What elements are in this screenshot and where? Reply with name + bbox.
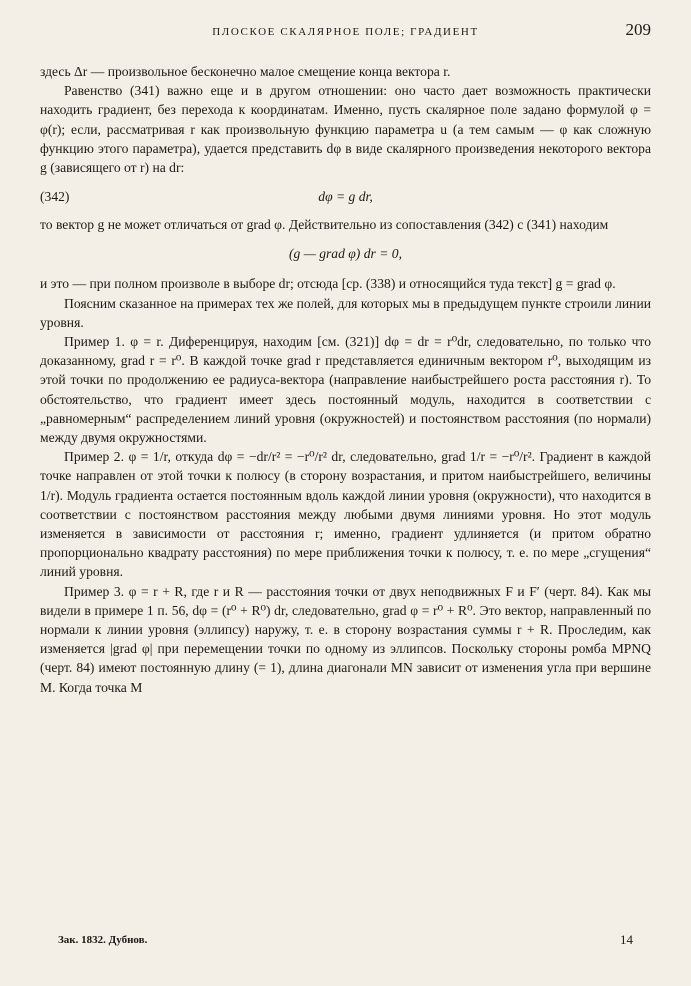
page-footer xyxy=(58,932,633,952)
page-header xyxy=(40,20,651,42)
paragraph-2: Равенство (341) важно еще и в другом отношении: оно часто дает возможность практически находить градиент, без перехода к координатам. Именно, пусть скалярное поле задано формулой φ = φ(r); если, рассматривая r как произвольную функцию параметра u (а тем самым — φ как сложную функцию этого параметра), удается представить dφ в виде скалярного произведения некоторого вектора g (зависящего от r) на dr: xyxy=(40,83,651,176)
paragraph-5: Поясним сказанное на примерах тех же полей, для которых мы в предыдущем пункте строили линии уровня. xyxy=(40,295,651,330)
page-body xyxy=(40,62,651,697)
paragraph-example-2: Пример 2. φ = 1/r, откуда dφ = −dr/r² = −r⁰/r² dr, следовательно, grad 1/r = −r⁰/r². Градиент в каждой точке направлен от этой точки к полюсу (в сторону возрастания, и притом наибыстрейшего, величины 1/r). Модуль градиента остается постоянным вдоль каждой линии уровня (окружности), что находится в соответствии с постоянством расстояния между любыми двумя линиями уровня. Но этот модуль изменяется в зависимости от расстояния r; именно, градиент удлиняется (и притом обратно пропорционально квадрату расстояния) по мере приближения точки к полюсу, т. е. по мере „сгущения“ линий уровня. xyxy=(40,449,651,580)
paragraph-example-3: Пример 3. φ = r + R, где r и R — расстояния точки от двух неподвижных F и F′ (черт. 84). Как мы видели в примере 1 п. 56, dφ = (r⁰ + R⁰) dr, следовательно, grad φ = r⁰ + R⁰. Это вектор, направленный по нормали к линии уровня (эллипсу) наружу, т. е. в сторону возрастания суммы r + R. Проследим, как изменяется |grad φ| при перемещении точки по одному из эллипсов. Поскольку стороны ромба MPNQ (черт. 84) имеют постоянную длину (= 1), длина диагонали MN зависит от изменения угла при вершине M. Когда точка M xyxy=(40,583,651,695)
printer-signature: Зак. 1832. Дубнов. xyxy=(58,934,148,946)
equation-body: dφ = g dr, xyxy=(318,189,373,205)
paragraph-1: здесь Δr — произвольное бесконечно малое смещение конца вектора r. xyxy=(40,64,451,79)
equation-centered: (g — grad φ) dr = 0, xyxy=(289,246,402,262)
equation-342 xyxy=(40,177,651,215)
sheet-number: 14 xyxy=(620,932,633,947)
equation-number: (342) xyxy=(40,189,70,205)
page-number: 209 xyxy=(625,20,651,39)
paragraph-example-1: Пример 1. φ = r. Диференцируя, находим [см. (321)] dφ = dr = r⁰dr, следовательно, по только что доказанному, grad r = r⁰. В каждой точке grad r представляется единичным вектором r⁰, выходящим из этой точки по продолжению ее радиуса-вектора (направление наибыстрейшего роста расстояния r). То обстоятельство, что градиент имеет здесь постоянный модуль, находится в соответствии с „равномерным“ распределением линий уровня (окружностей) и постоянством расстояния (по нормали) между двумя окружностями. xyxy=(40,334,651,446)
running-title: ПЛОСКОЕ СКАЛЯРНОЕ ПОЛЕ; ГРАДИЕНТ xyxy=(212,26,479,38)
paragraph-3: то вектор g не может отличаться от grad φ. Действительно из сопоставления (342) с (341) находим xyxy=(40,217,609,233)
paragraph-4: и это — при полном произволе в выборе dr; отсюда [ср. (338) и относящийся туда текст] g = grad φ. xyxy=(40,276,616,292)
